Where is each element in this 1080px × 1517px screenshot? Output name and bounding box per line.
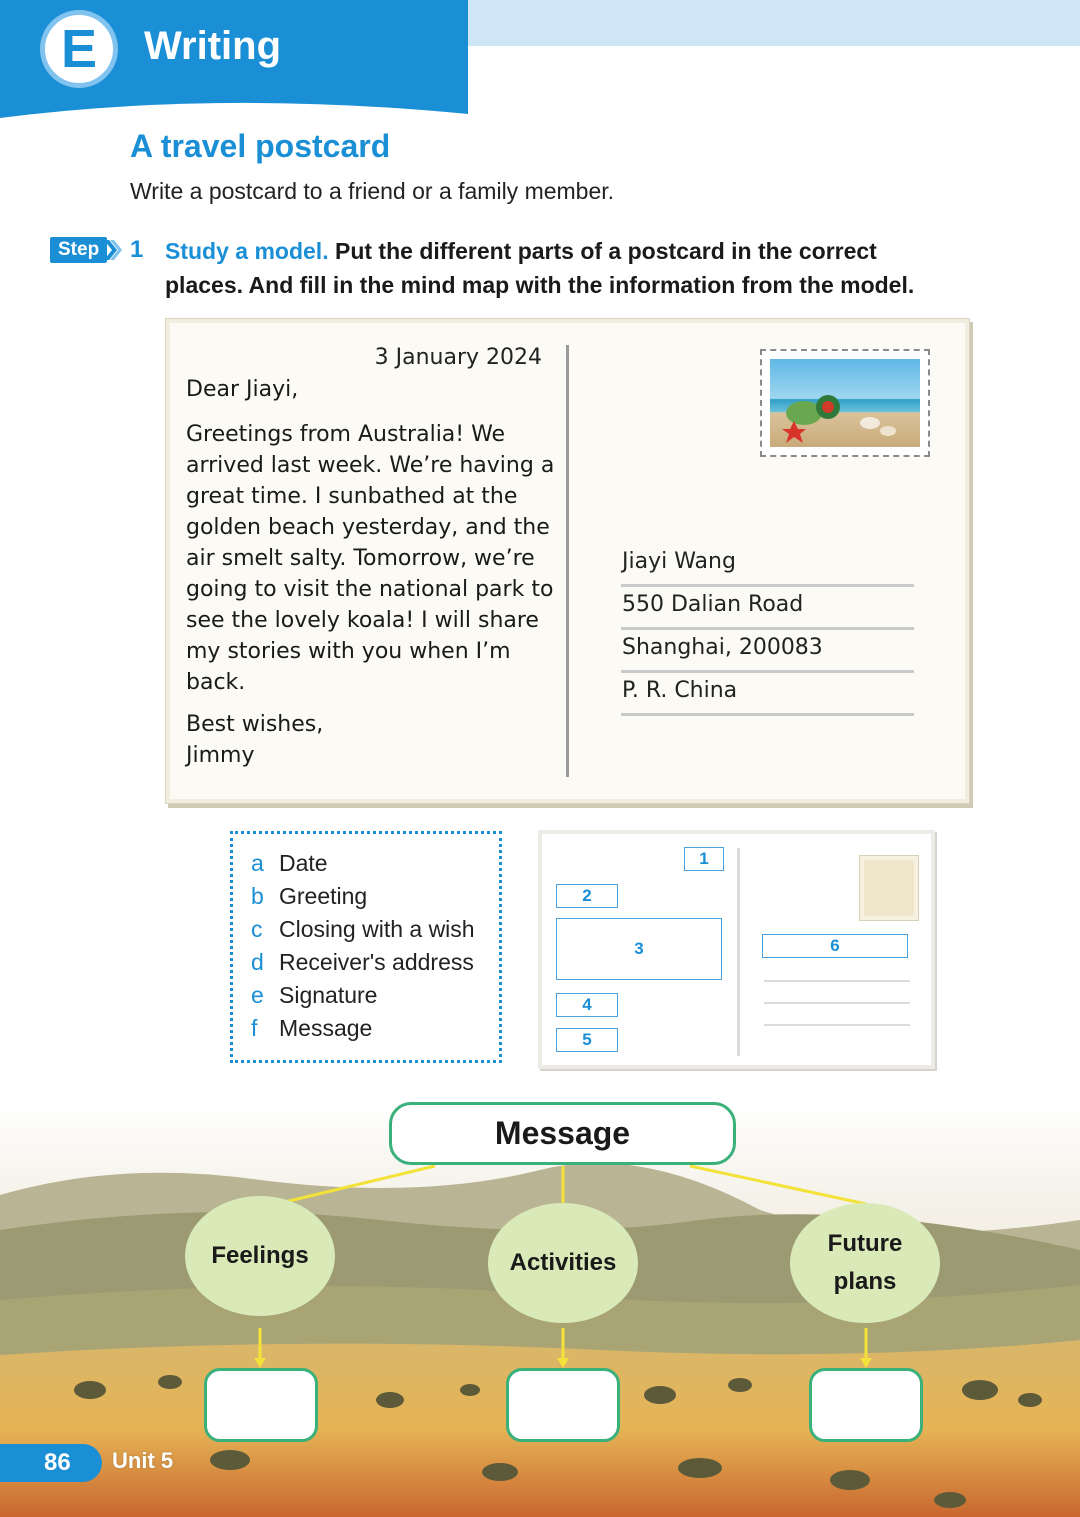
address-rule	[764, 1024, 910, 1026]
task-title: A travel postcard	[130, 128, 391, 164]
step-number: 1	[130, 236, 144, 263]
postcard-signature: Jimmy	[186, 743, 255, 768]
part-letter: e	[251, 982, 264, 1008]
part-label: Receiver's address	[279, 949, 474, 975]
part-item	[251, 949, 499, 982]
step-tag: Step	[50, 237, 107, 263]
postcard-greeting: Dear Jiayi,	[186, 377, 299, 402]
chevron-right-icon	[102, 236, 122, 264]
mind-map-node-future-plans: Future plans	[790, 1203, 940, 1323]
part-item	[251, 850, 499, 883]
blank-postcard-divider	[737, 848, 740, 1056]
slot-6[interactable]: 6	[762, 934, 908, 958]
part-item	[251, 1015, 499, 1048]
future-plans-answer-box[interactable]	[809, 1368, 923, 1442]
postcard-closing-block	[186, 709, 323, 771]
part-letter: d	[251, 949, 264, 975]
postcard-closing: Best wishes,	[186, 712, 324, 737]
address-rule	[764, 1002, 910, 1004]
part-letter: b	[251, 883, 264, 909]
part-letter: a	[251, 850, 264, 876]
slot-2[interactable]: 2	[556, 884, 618, 908]
step-lead: Study a model.	[165, 238, 329, 264]
slot-1[interactable]: 1	[684, 847, 724, 871]
part-item	[251, 982, 499, 1015]
part-label: Greeting	[279, 883, 368, 909]
part-item	[251, 916, 499, 949]
address-line-4: P. R. China	[621, 678, 914, 716]
blank-stamp	[860, 856, 918, 920]
part-label: Date	[279, 850, 328, 876]
unit-label: Unit 5	[112, 1448, 174, 1473]
parts-list	[230, 831, 502, 1063]
slot-4[interactable]: 4	[556, 993, 618, 1017]
mind-map-node-activities: Activities	[488, 1203, 638, 1323]
slot-5[interactable]: 5	[556, 1028, 618, 1052]
header-strip	[468, 0, 1080, 46]
beach-stamp	[760, 349, 930, 457]
address-line-2: 550 Dalian Road	[621, 592, 914, 630]
section-badge: E	[40, 10, 118, 88]
postcard-divider	[566, 345, 569, 777]
postcard-message: Greetings from Australia! We arrived last week. We’re having a great time. I sunbathed at the golden beach yesterday, and the air smelt salty. Tomorrow, we’re going to visit the national park to see the lovely koala! I will share my stories with you when I’m back.	[186, 422, 555, 695]
part-letter: c	[251, 916, 263, 942]
postcard-date: 3 January 2024	[374, 345, 542, 370]
activities-answer-box[interactable]	[506, 1368, 620, 1442]
address-line-3: Shanghai, 200083	[621, 635, 914, 673]
page-number: 86	[0, 1444, 102, 1482]
step-instruction	[165, 234, 925, 302]
mind-map-root: Message	[389, 1102, 736, 1165]
blank-postcard	[538, 830, 935, 1069]
beach-stamp-picture	[770, 359, 920, 447]
task-instruction: Write a postcard to a friend or a family member.	[130, 178, 615, 204]
address-line-1: Jiayi Wang	[621, 549, 914, 587]
part-label: Closing with a wish	[279, 916, 475, 942]
model-postcard	[165, 318, 970, 804]
address-rule	[764, 980, 910, 982]
part-letter: f	[251, 1015, 258, 1041]
feelings-answer-box[interactable]	[204, 1368, 318, 1442]
mind-map-node-feelings: Feelings	[185, 1196, 335, 1316]
part-label: Signature	[279, 982, 378, 1008]
part-item	[251, 883, 499, 916]
section-title: Writing	[144, 24, 282, 68]
part-label: Message	[279, 1015, 373, 1041]
step-body: Put the different parts of a postcard in the correct places. And fill in the mind map with the information from the model.	[165, 238, 915, 298]
slot-3[interactable]: 3	[556, 918, 722, 980]
